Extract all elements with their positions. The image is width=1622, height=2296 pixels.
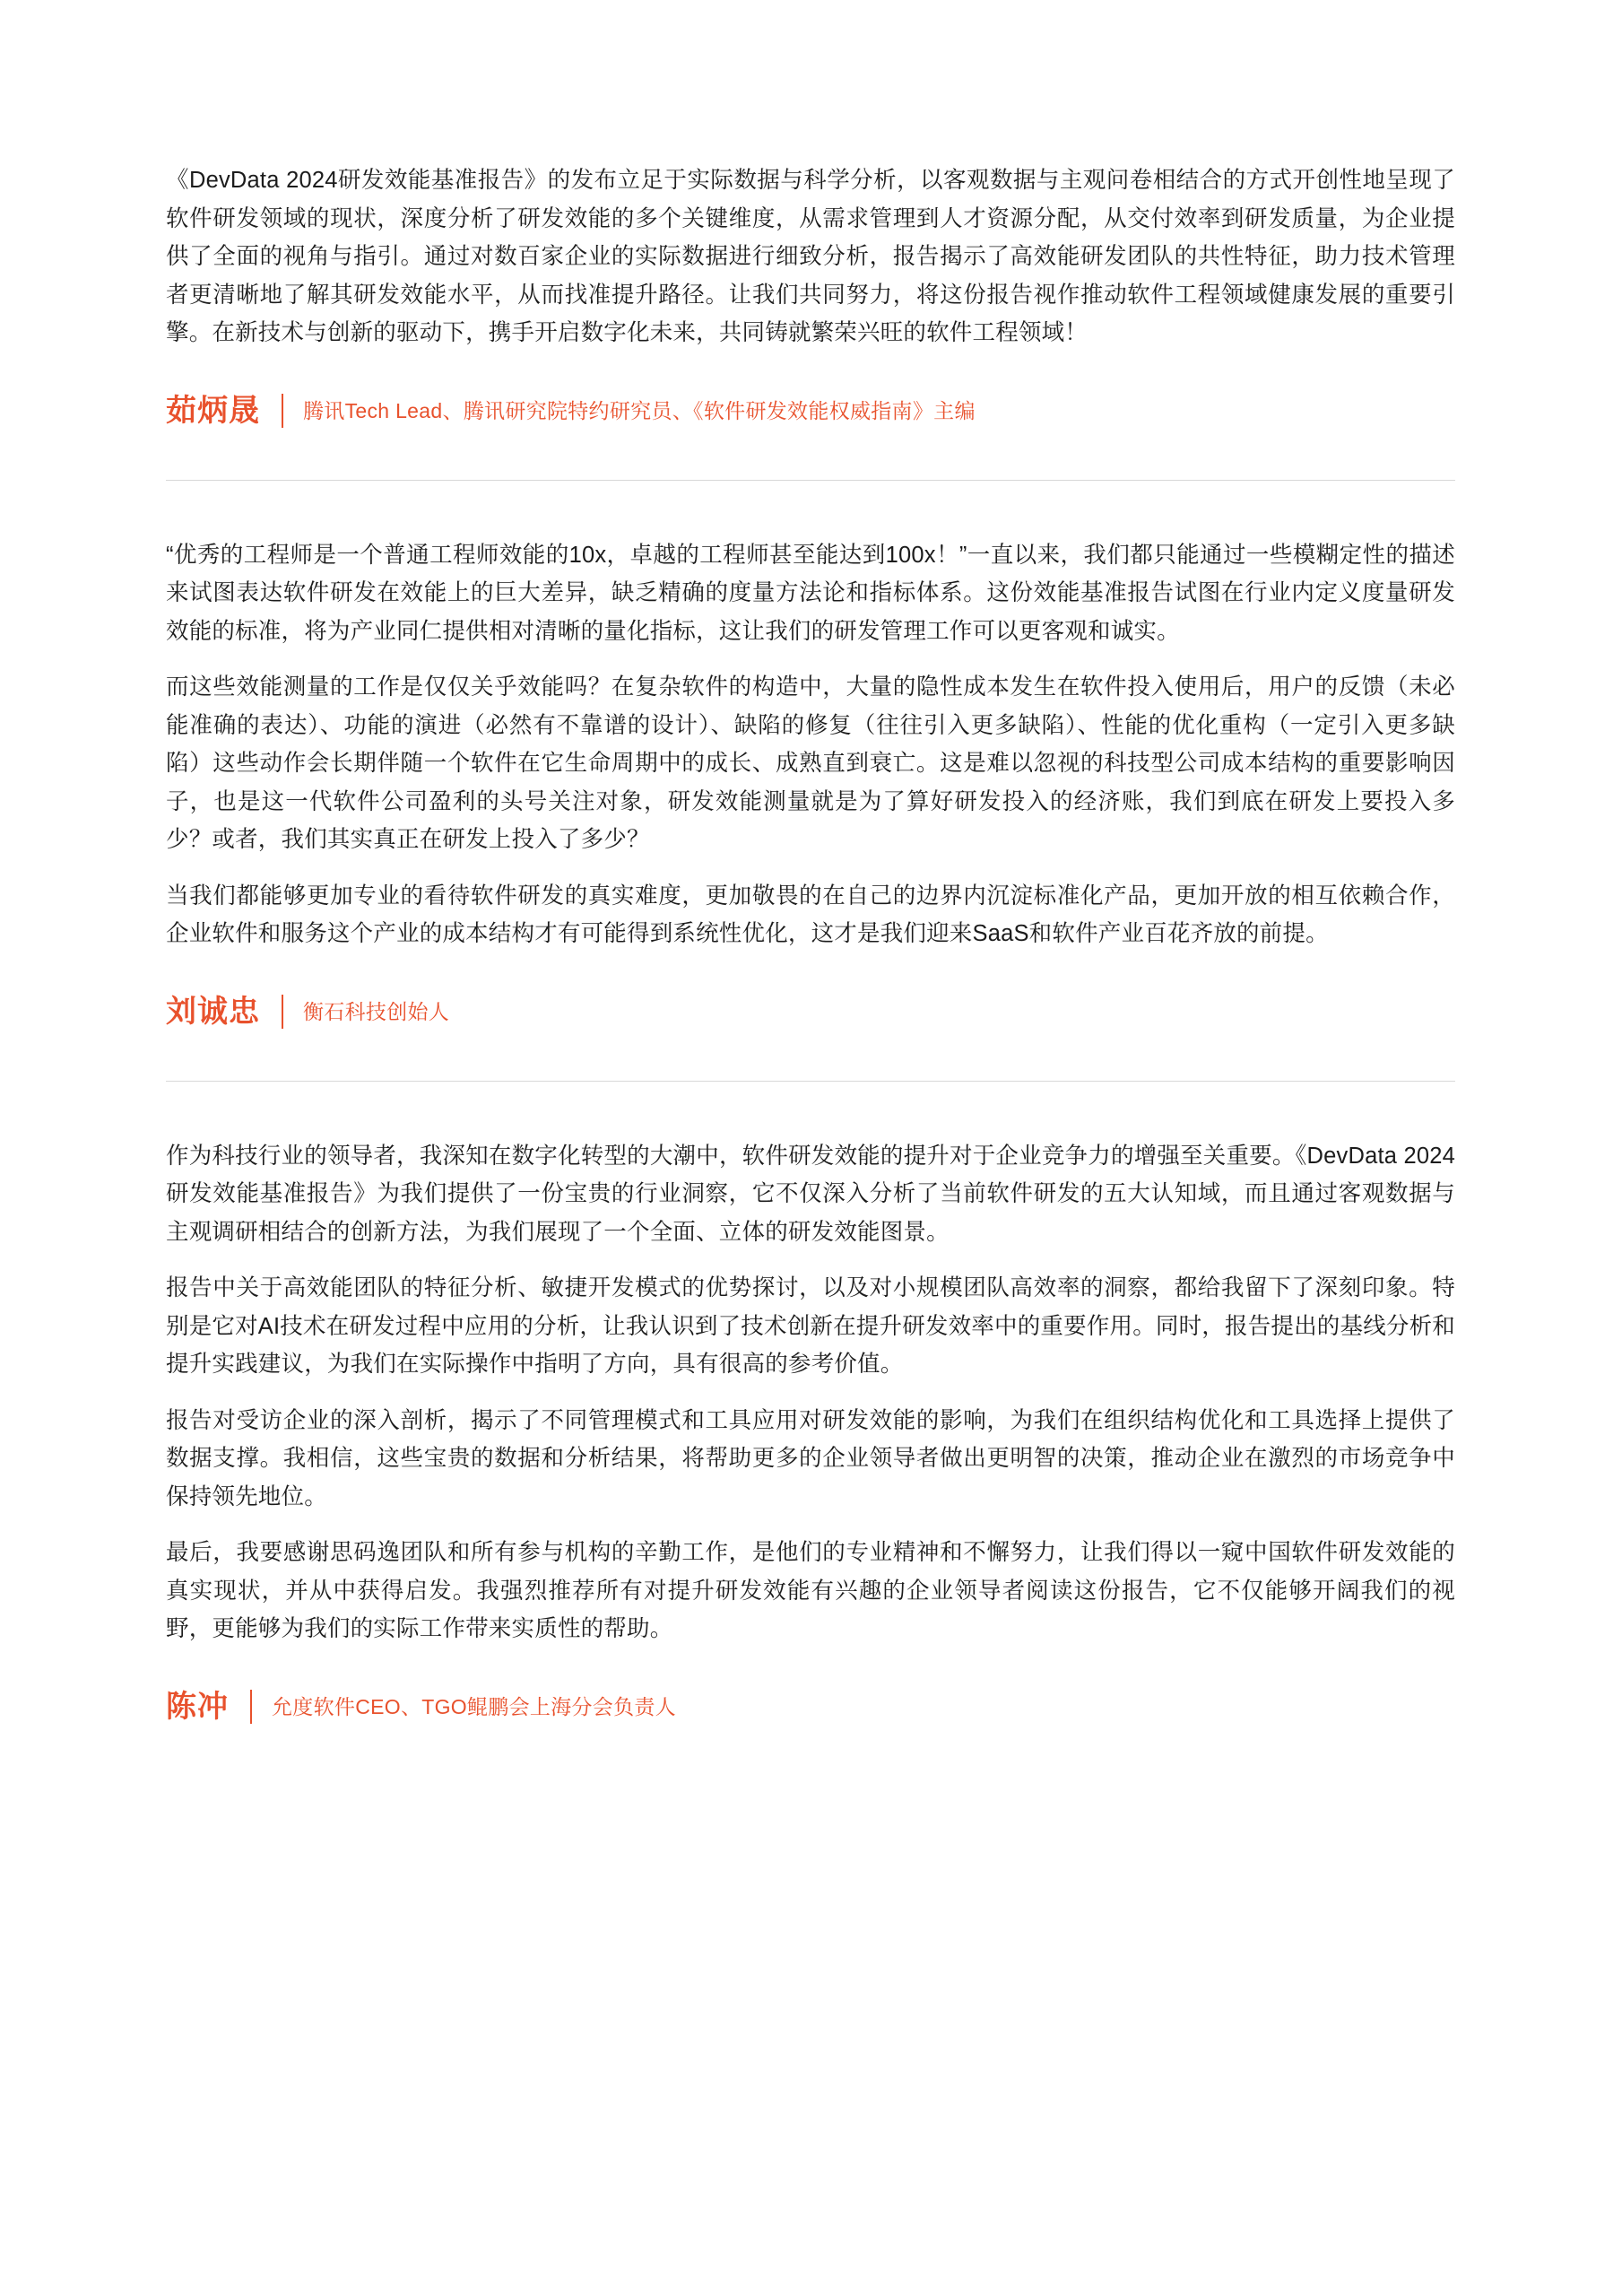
paragraph: 最后，我要感谢思码逸团队和所有参与机构的辛勤工作，是他们的专业精神和不懈努力，让我们得以一窥中国软件研发效能的真实现状，并从中获得启发。我强烈推荐所有对提升研发效能有兴趣的企业领导者阅读这份报告，它不仅能够开阔我们的视野，更能够为我们的实际工作带来实质性的帮助。 (166, 1540, 1455, 1641)
attribution-3 (166, 1688, 1455, 1726)
paragraph: 当我们都能够更加专业的看待软件研发的真实难度，更加敬畏的在自己的边界内沉淀标准化产品，更加开放的相互依赖合作，企业软件和服务这个产业的成本结构才有可能得到系统性优化，这才是我们迎来SaaS和软件产业百花齐放的前提。 (166, 883, 1455, 946)
foreword-section-1 (166, 161, 1455, 481)
attribution-role: 允度软件CEO、TGO鲲鹏会上海分会负责人 (272, 1694, 676, 1718)
attribution-separator (282, 394, 283, 428)
attribution-name: 陈冲 (166, 1689, 229, 1724)
foreword-section-2 (166, 536, 1455, 1082)
page-content (166, 161, 1455, 1726)
attribution-role: 衡石科技创始人 (303, 999, 450, 1023)
attribution-role: 腾讯Tech Lead、腾讯研究院特约研究员、《软件研发效能权威指南》主编 (303, 398, 976, 422)
attribution-name: 茹炳晟 (166, 393, 260, 428)
spacer (166, 1082, 1455, 1137)
paragraph: 作为科技行业的领导者，我深知在数字化转型的大潮中，软件研发效能的提升对于企业竞争力的增强至关重要。《DevData 2024研发效能基准报告》为我们提供了一份宝贵的行业洞察，它不仅深入分析了当前软件研发的五大认知域，而且通过客观数据与主观调研相结合的创新方法，为我们展现了一个全面、立体的研发效能图景。 (166, 1143, 1455, 1245)
spacer (166, 481, 1455, 536)
foreword-section-3 (166, 1137, 1455, 1726)
paragraph: 报告对受访企业的深入剖析，揭示了不同管理模式和工具应用对研发效能的影响，为我们在组织结构优化和工具选择上提供了数据支撑。我相信，这些宝贵的数据和分析结果，将帮助更多的企业领导者做出更明智的决策，推动企业在激烈的市场竞争中保持领先地位。 (166, 1407, 1455, 1509)
attribution-separator (282, 995, 283, 1029)
attribution-separator (250, 1690, 252, 1724)
paragraph: “优秀的工程师是一个普通工程师效能的10x，卓越的工程师甚至能达到100x！”一直以来，我们都只能通过一些模糊定性的描述来试图表达软件研发在效能上的巨大差异，缺乏精确的度量方法论和指标体系。这份效能基准报告试图在行业内定义度量研发效能的标准，将为产业同仁提供相对清晰的量化指标，这让我们的研发管理工作可以更客观和诚实。 (166, 542, 1455, 644)
attribution-1 (166, 392, 1455, 430)
paragraph: 而这些效能测量的工作是仅仅关乎效能吗？在复杂软件的构造中，大量的隐性成本发生在软件投入使用后，用户的反馈（未必能准确的表达）、功能的演进（必然有不靠谱的设计）、缺陷的修复（往往引入更多缺陷）、性能的优化重构（一定引入更多缺陷）这些动作会长期伴随一个软件在它生命周期中的成长、成熟直到衰亡。这是难以忽视的科技型公司成本结构的重要影响因子，也是这一代软件公司盈利的头号关注对象，研发效能测量就是为了算好研发投入的经济账，我们到底在研发上要投入多少？或者，我们其实真正在研发上投入了多少？ (166, 674, 1455, 852)
paragraph: 报告中关于高效能团队的特征分析、敏捷开发模式的优势探讨，以及对小规模团队高效率的洞察，都给我留下了深刻印象。特别是它对AI技术在研发过程中应用的分析，让我认识到了技术创新在提升研发效率中的重要作用。同时，报告提出的基线分析和提升实践建议，为我们在实际操作中指明了方向，具有很高的参考价值。 (166, 1275, 1455, 1377)
attribution-2 (166, 993, 1455, 1031)
attribution-name: 刘诚忠 (166, 994, 260, 1029)
paragraph: 《DevData 2024研发效能基准报告》的发布立足于实际数据与科学分析，以客观数据与主观问卷相结合的方式开创性地呈现了软件研发领域的现状，深度分析了研发效能的多个关键维度，从需求管理到人才资源分配，从交付效率到研发质量，为企业提供了全面的视角与指引。通过对数百家企业的实际数据进行细致分析，报告揭示了高效能研发团队的共性特征，助力技术管理者更清晰地了解其研发效能水平，从而找准提升路径。让我们共同努力，将这份报告视作推动软件工程领域健康发展的重要引擎。在新技术与创新的驱动下，携手开启数字化未来，共同铸就繁荣兴旺的软件工程领域！ (166, 168, 1455, 345)
